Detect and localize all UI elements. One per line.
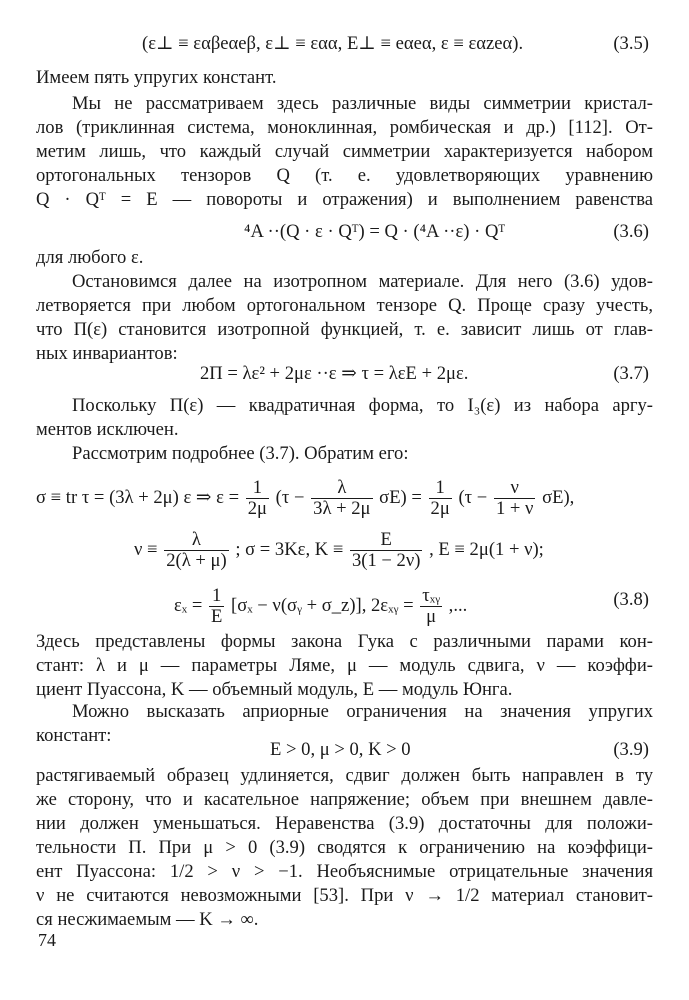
text-line: что Π(ε) становится изотропной функцией, т. е. зависит лишь от глав- (36, 319, 653, 340)
text-line: Рассмотрим подробнее (3.7). Обратим его: (72, 443, 409, 464)
text-line: Мы не рассматриваем здесь различные виды симметрии кристал- (72, 93, 653, 114)
fraction: $\frac{1}{E}$ (211, 585, 223, 627)
equation-number: (3.5) (613, 33, 649, 54)
equation-body: 2Π = λε² + 2με ··ε ⇒ τ = λεE + 2με. (200, 363, 469, 384)
text-line: Имеем пять упругих констант. (36, 67, 277, 88)
text-line: ных инвариантов: (36, 343, 178, 364)
text-line: ент Пуассона: 1/2 > ν > −1. Необъяснимые отрицательные значения (36, 861, 653, 882)
equation-number: (3.9) (613, 739, 649, 760)
equation-number: (3.7) (613, 363, 649, 384)
equation-number: (3.6) (613, 221, 649, 242)
fraction: $\frac{1}{2\mu}$ (247, 477, 268, 519)
text-line: Q · Qᵀ = E — повороты и отражения) и выполнением равенства (36, 189, 653, 210)
equation-body: (ε⊥ ≡ εαβeαeβ, ε⊥ ≡ εαα, E⊥ ≡ eαeα, ε ≡ εαzeα). (142, 33, 524, 54)
fraction: $\frac{\text{τₓᵧ}}{\mu}$ (422, 585, 441, 627)
fraction: $\frac{\nu}{1 + \nu}$ (495, 477, 534, 519)
equation-part: (τ − (275, 486, 305, 508)
text-line: Остановимся далее на изотропном материале. Для него (3.6) удов- (72, 271, 653, 292)
equation-part: , E ≡ 2μ(1 + ν); (429, 538, 544, 560)
page-number: 74 (38, 930, 56, 950)
fraction: $\frac{\lambda}{2(\lambda + \mu)}$ (166, 529, 227, 571)
equation-part: ; σ = 3Kε, K ≡ (235, 538, 344, 560)
equation-part: σE) = (379, 486, 422, 508)
equation-part: σ ≡ tr τ = (3λ + 2μ) ε ⇒ ε = (36, 486, 240, 508)
text-line: лов (триклинная система, моноклинная, ромбическая и др.) [112]. От- (36, 117, 653, 138)
text-line: растягиваемый образец удлиняется, сдвиг должен быть направлен в ту (36, 765, 653, 786)
text-line: нии должен уменьшаться. Неравенства (3.9) достаточны для положи- (36, 813, 653, 834)
text-line: же сторону, что и касательное напряжение; объем при внешнем давле- (36, 789, 653, 810)
text-line: ментов исключен. (36, 419, 179, 440)
equation-part: ,... (448, 594, 468, 616)
text-line: констант: (36, 725, 112, 746)
text-line: Поскольку Π(ε) — квадратичная форма, то I₃(ε) из набора аргу- (72, 395, 653, 416)
equation-part: σE), (542, 486, 575, 508)
text-line: метим лишь, что каждый случай симметрии характеризуется набором (36, 141, 653, 162)
fraction: $\frac{1}{2\mu}$ (430, 477, 450, 519)
equation-body: E > 0, μ > 0, K > 0 (270, 739, 411, 760)
fraction: $\frac{\lambda}{3\lambda + 2\mu}$ (313, 477, 371, 519)
text-line: стант: λ и μ — параметры Ляме, μ — модуль сдвига, ν — коэффи- (36, 655, 653, 676)
equation-body: ⁴A ··(Q · ε · Qᵀ) = Q · (⁴A ··ε) · Qᵀ (244, 221, 506, 242)
equation-number: (3.8) (613, 589, 649, 610)
text-line: Здесь представлены формы закона Гука с различными парами кон- (36, 631, 653, 652)
equation-part: (τ − (458, 486, 488, 508)
text-line: летворяется при любом ортогональном тензоре Q. Проще сразу учесть, (36, 295, 653, 316)
equation-part: [σₓ − ν(σᵧ + σ_z)], 2εₓᵧ = (231, 594, 414, 616)
equation-part: ν ≡ (134, 538, 158, 560)
text-line: ся несжимаемым — K → ∞. (36, 909, 259, 930)
text-line: циент Пуассона, K — объемный модуль, E — модуль Юнга. (36, 679, 513, 700)
text-line: ортогональных тензоров Q (т. е. удовлетворяющих уравнению (36, 165, 653, 186)
text-line: Можно высказать априорные ограничения на значения упругих (72, 701, 653, 722)
equation-part: εₓ = (174, 594, 203, 616)
fraction: $\frac{E}{3(1 - 2\nu)}$ (351, 529, 421, 571)
text-line: ν не считаются невозможными [53]. При ν → 1/2 материал становит- (36, 885, 653, 906)
text-line: для любого ε. (36, 247, 144, 268)
text-line: тельности Π. При μ > 0 (3.9) сводятся к ограничению на коэффици- (36, 837, 653, 858)
